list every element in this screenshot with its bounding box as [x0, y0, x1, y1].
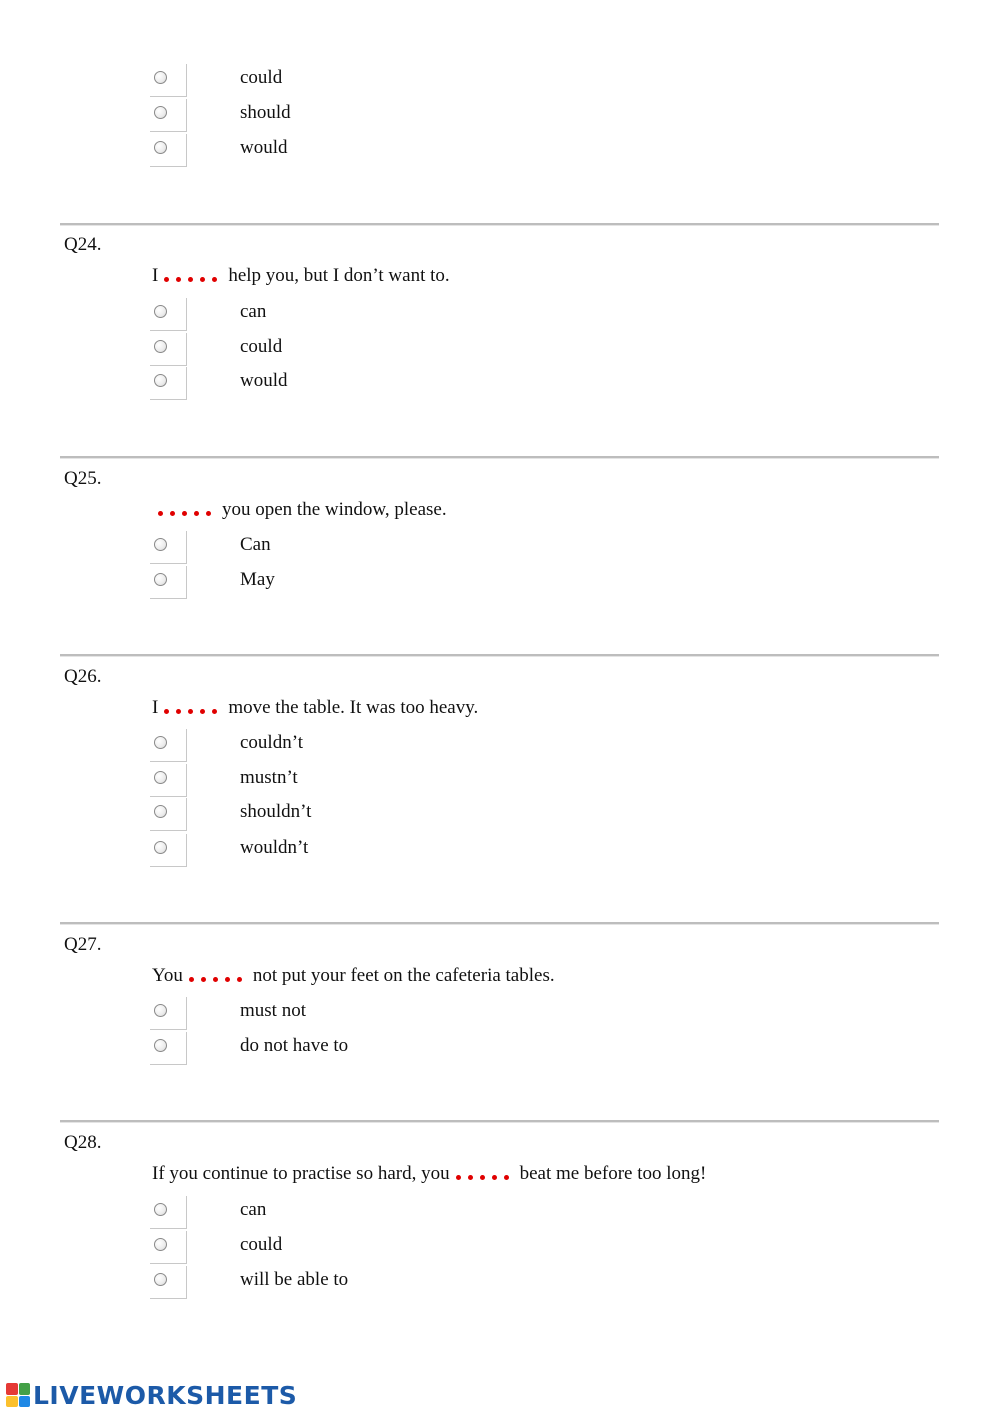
answer-option[interactable] — [0, 1231, 600, 1265]
blank-dot — [188, 277, 193, 282]
radio-cell[interactable] — [150, 298, 187, 331]
logo-square — [19, 1396, 31, 1408]
blank-dot — [213, 977, 218, 982]
liveworksheets-logo-icon — [6, 1383, 30, 1407]
radio-button[interactable] — [154, 1203, 167, 1216]
option-label: could — [240, 1234, 283, 1255]
radio-button[interactable] — [154, 1039, 167, 1052]
blank-dot — [182, 511, 187, 516]
logo-square — [19, 1383, 31, 1395]
logo-text: LIVEWORKSHEETS — [33, 1380, 298, 1410]
blank-dot — [237, 977, 242, 982]
option-label: will be able to — [240, 1269, 349, 1290]
radio-button[interactable] — [154, 106, 167, 119]
option-label: would — [240, 137, 288, 158]
radio-button[interactable] — [154, 771, 167, 784]
blank-dot — [164, 277, 169, 282]
blank-dot — [200, 709, 205, 714]
answer-option[interactable] — [0, 834, 600, 868]
answer-option[interactable] — [0, 134, 600, 168]
answer-option[interactable] — [0, 531, 600, 565]
answer-option[interactable] — [0, 798, 600, 832]
radio-cell[interactable] — [150, 367, 187, 400]
radio-button[interactable] — [154, 1238, 167, 1251]
answer-option[interactable] — [0, 64, 600, 98]
radio-cell[interactable] — [150, 134, 187, 167]
option-label: do not have to — [240, 1035, 349, 1056]
radio-button[interactable] — [154, 374, 167, 387]
blank-dot — [468, 1175, 473, 1180]
answer-blank[interactable] — [187, 966, 249, 988]
option-label: mustn’t — [240, 767, 298, 788]
blank-dot — [480, 1175, 485, 1180]
option-label: should — [240, 102, 291, 123]
radio-button[interactable] — [154, 736, 167, 749]
question-text — [152, 965, 555, 988]
blank-dot — [176, 277, 181, 282]
blank-dot — [456, 1175, 461, 1180]
answer-blank[interactable] — [162, 698, 224, 720]
question-number: Q24. — [64, 234, 102, 255]
radio-cell[interactable] — [150, 566, 187, 599]
question-number: Q27. — [64, 934, 102, 955]
answer-blank[interactable] — [454, 1164, 516, 1186]
question-divider — [60, 654, 939, 657]
answer-option[interactable] — [0, 997, 600, 1031]
option-label: would — [240, 370, 288, 391]
radio-cell[interactable] — [150, 333, 187, 366]
radio-cell[interactable] — [150, 834, 187, 867]
question-divider — [60, 1120, 939, 1123]
radio-cell[interactable] — [150, 1196, 187, 1229]
question-number: Q28. — [64, 1132, 102, 1153]
question-text — [152, 1163, 706, 1186]
blank-dot — [164, 709, 169, 714]
radio-cell[interactable] — [150, 1266, 187, 1299]
question-text-after: help you, but I don’t want to. — [228, 265, 450, 286]
option-label: could — [240, 67, 283, 88]
answer-option[interactable] — [0, 367, 600, 401]
blank-dot — [194, 511, 199, 516]
option-label: Can — [240, 534, 271, 555]
question-divider — [60, 922, 939, 925]
radio-button[interactable] — [154, 841, 167, 854]
blank-dot — [176, 709, 181, 714]
radio-button[interactable] — [154, 305, 167, 318]
question-text-before: If you continue to practise so hard, you — [152, 1163, 450, 1184]
option-label: must not — [240, 1000, 306, 1021]
radio-button[interactable] — [154, 805, 167, 818]
radio-button[interactable] — [154, 1004, 167, 1017]
radio-cell[interactable] — [150, 729, 187, 762]
question-text-before: You — [152, 965, 183, 986]
question-text-after: not put your feet on the cafeteria tables. — [252, 965, 555, 986]
radio-button[interactable] — [154, 1273, 167, 1286]
blank-dot — [492, 1175, 497, 1180]
radio-cell[interactable] — [150, 764, 187, 797]
radio-cell[interactable] — [150, 64, 187, 97]
answer-option[interactable] — [0, 1196, 600, 1230]
blank-dot — [201, 977, 206, 982]
answer-option[interactable] — [0, 566, 600, 600]
question-number: Q25. — [64, 468, 102, 489]
question-text-after: you open the window, please. — [222, 499, 447, 520]
radio-cell[interactable] — [150, 1231, 187, 1264]
radio-button[interactable] — [154, 538, 167, 551]
option-label: couldn’t — [240, 732, 303, 753]
answer-blank[interactable] — [162, 266, 224, 288]
radio-button[interactable] — [154, 71, 167, 84]
radio-cell[interactable] — [150, 531, 187, 564]
radio-button[interactable] — [154, 573, 167, 586]
option-label: can — [240, 301, 267, 322]
option-label: May — [240, 569, 275, 590]
question-text-before: I — [152, 265, 159, 286]
blank-dot — [225, 977, 230, 982]
blank-dot — [206, 511, 211, 516]
question-text-after: beat me before too long! — [519, 1163, 707, 1184]
option-label: wouldn’t — [240, 837, 309, 858]
blank-dot — [212, 277, 217, 282]
question-text-before: I — [152, 697, 159, 718]
question-divider — [60, 456, 939, 459]
question-text — [152, 265, 450, 288]
liveworksheets-logo — [6, 1381, 297, 1409]
question-text — [152, 499, 447, 522]
option-label: shouldn’t — [240, 801, 312, 822]
blank-dot — [504, 1175, 509, 1180]
answer-option[interactable] — [0, 1032, 600, 1066]
question-text-after: move the table. It was too heavy. — [228, 697, 479, 718]
answer-option[interactable] — [0, 729, 600, 763]
radio-cell[interactable] — [150, 99, 187, 132]
blank-dot — [212, 709, 217, 714]
blank-dot — [189, 977, 194, 982]
answer-blank[interactable] — [156, 500, 218, 522]
option-label: can — [240, 1199, 267, 1220]
option-label: could — [240, 336, 283, 357]
question-divider — [60, 223, 939, 226]
radio-cell[interactable] — [150, 798, 187, 831]
radio-button[interactable] — [154, 340, 167, 353]
radio-cell[interactable] — [150, 997, 187, 1030]
blank-dot — [188, 709, 193, 714]
blank-dot — [170, 511, 175, 516]
answer-option[interactable] — [0, 764, 600, 798]
radio-cell[interactable] — [150, 1032, 187, 1065]
radio-button[interactable] — [154, 141, 167, 154]
logo-square — [6, 1383, 18, 1395]
blank-dot — [158, 511, 163, 516]
answer-option[interactable] — [0, 99, 600, 133]
answer-option[interactable] — [0, 298, 600, 332]
question-text — [152, 697, 478, 720]
logo-square — [6, 1396, 18, 1408]
blank-dot — [200, 277, 205, 282]
answer-option[interactable] — [0, 1266, 600, 1300]
answer-option[interactable] — [0, 333, 600, 367]
question-number: Q26. — [64, 666, 102, 687]
